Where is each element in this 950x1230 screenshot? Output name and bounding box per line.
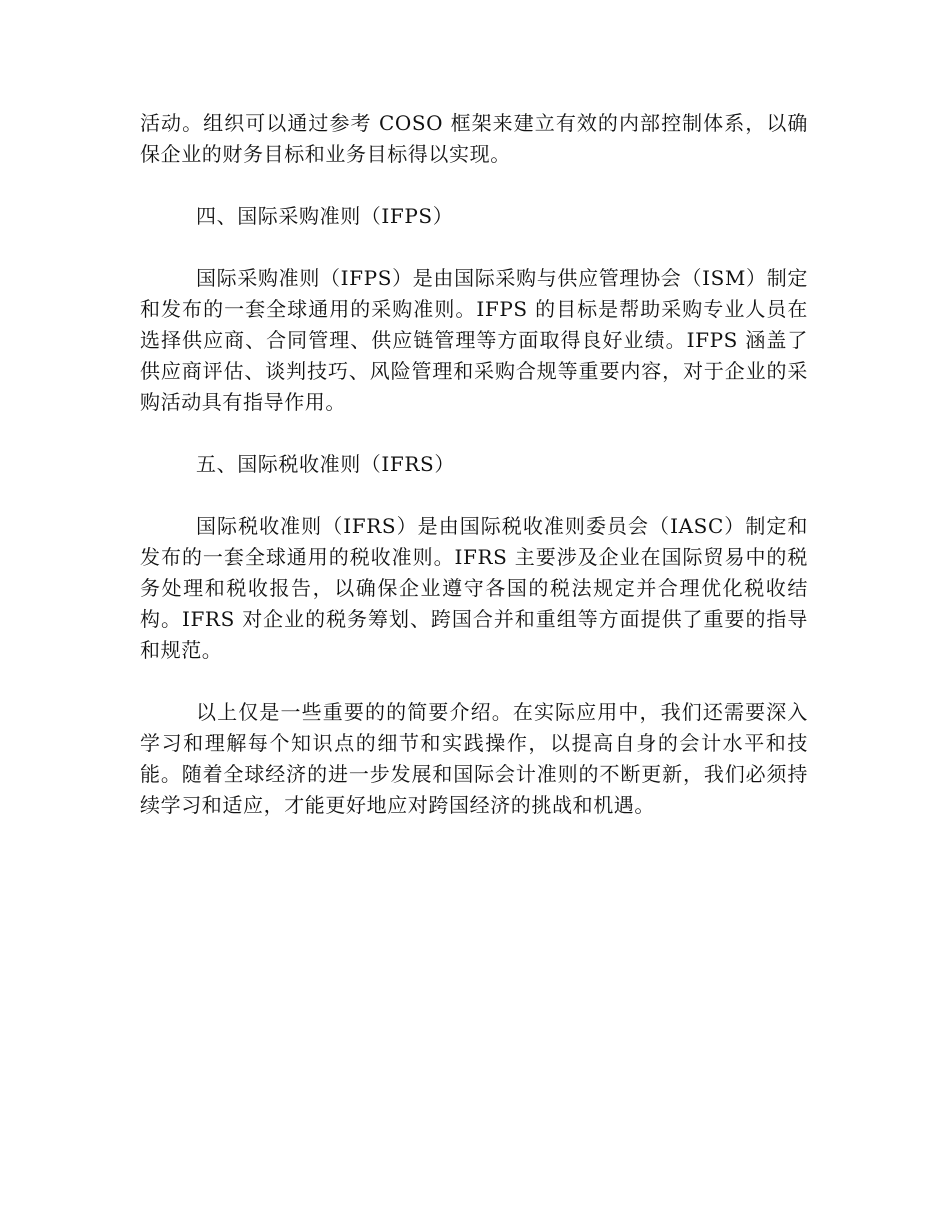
paragraph-ifrs: 国际税收准则（IFRS）是由国际税收准则委员会（IASC）制定和发布的一套全球通用的税收准则。IFRS 主要涉及企业在国际贸易中的税务处理和税收报告，以确保企业遵守各国的税法规定并合理优化税收结构。IFRS 对企业的税务筹划、跨国合并和重组等方面提供了重要的指导和规范。 bbox=[140, 514, 808, 662]
paragraph-coso-continued: 活动。组织可以通过参考 COSO 框架来建立有效的内部控制体系，以确保企业的财务目标和业务目标得以实现。 bbox=[140, 111, 808, 166]
document-body bbox=[140, 108, 808, 821]
section-heading-ifrs: 五、国际税收准则（IFRS） bbox=[196, 452, 455, 476]
paragraph-conclusion: 以上仅是一些重要的的简要介绍。在实际应用中，我们还需要深入学习和理解每个知识点的细节和实践操作，以提高自身的会计水平和技能。随着全球经济的进一步发展和国际会计准则的不断更新，我们必须持续学习和适应，才能更好地应对跨国经济的挑战和机遇。 bbox=[140, 700, 808, 817]
paragraph-ifps: 国际采购准则（IFPS）是由国际采购与供应管理协会（ISM）制定和发布的一套全球通用的采购准则。IFPS 的目标是帮助采购专业人员在选择供应商、合同管理、供应链管理等方面取得良好业绩。IFPS 涵盖了供应商评估、谈判技巧、风险管理和采购合规等重要内容，对于企业的采购活动具有指导作用。 bbox=[140, 266, 808, 414]
section-heading-ifps: 四、国际采购准则（IFPS） bbox=[196, 204, 454, 228]
